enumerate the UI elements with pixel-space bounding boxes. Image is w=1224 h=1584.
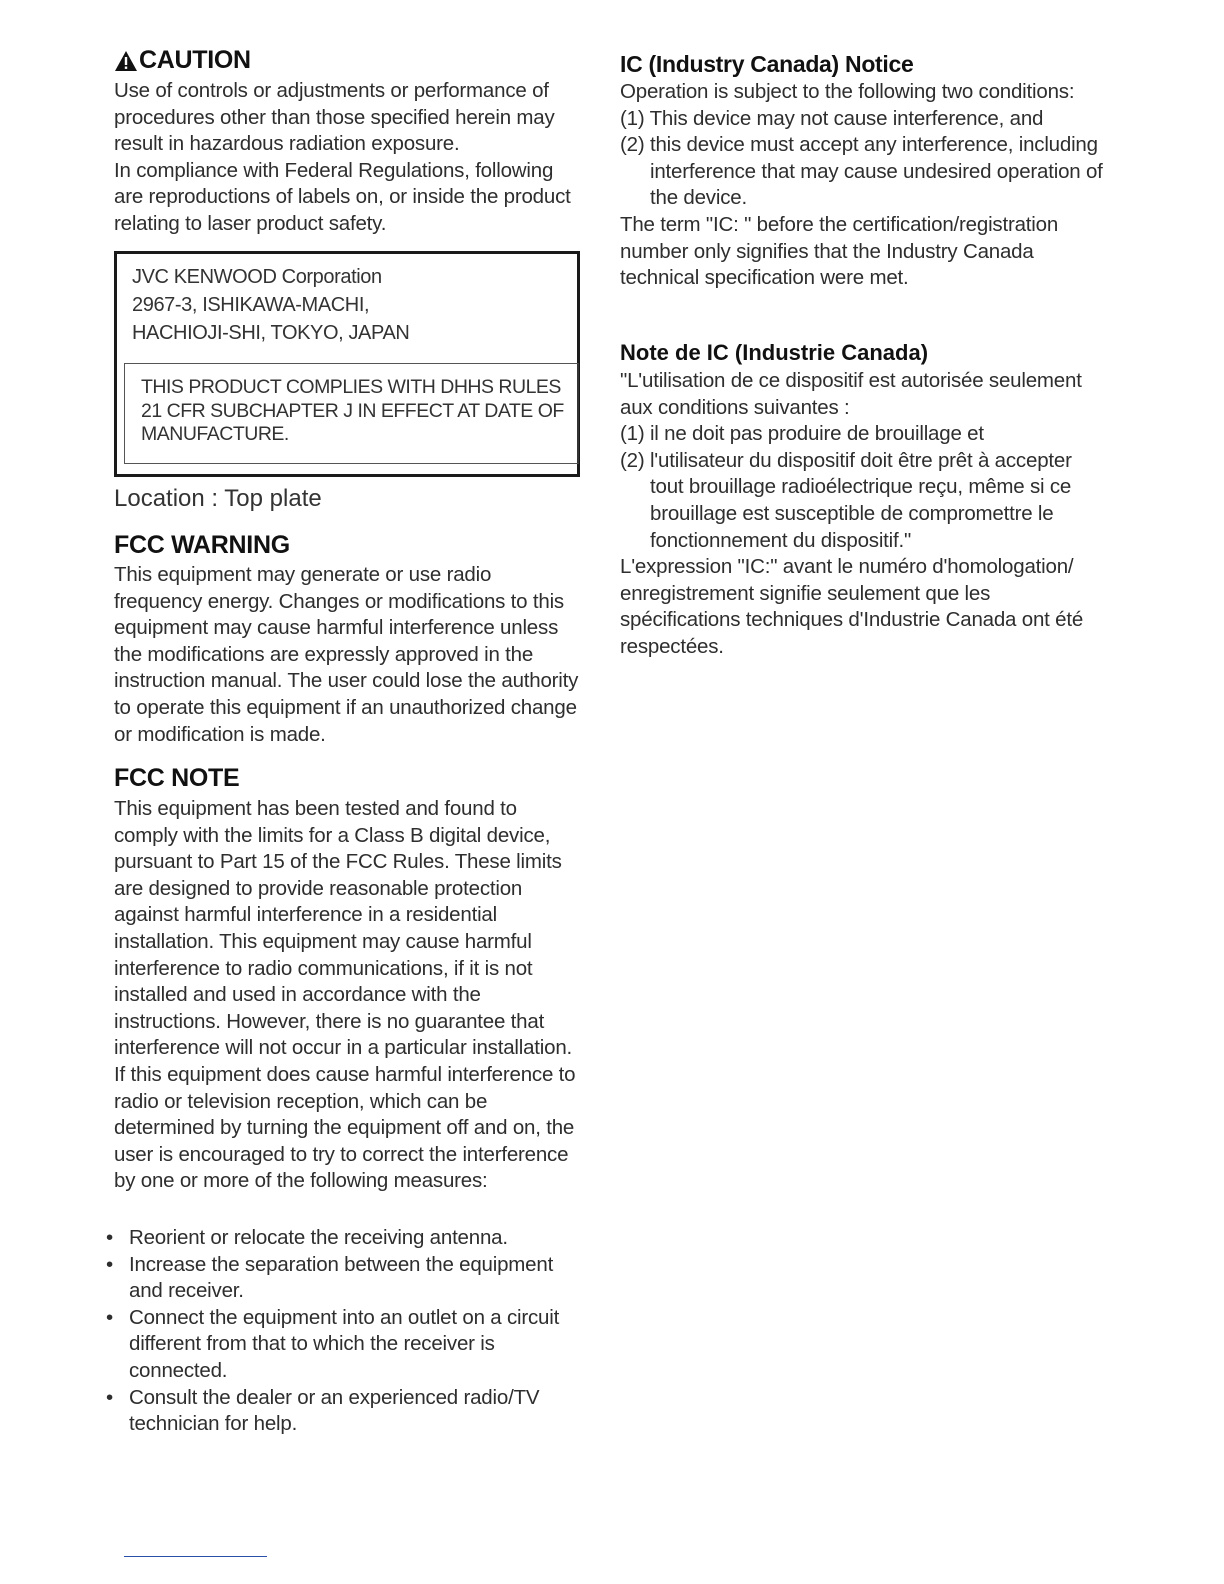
fcc-warning-title: FCC WARNING [114, 531, 290, 559]
list-item [106, 1385, 586, 1438]
fcc-note-body: This equipment has been tested and found to comply with the limits for a Class B digital device, pursuant to Part 15 of the FCC Rules. These limits are designed to provide reasonable protection against harmful interference in a residential installation. This equipment may cause harmful interference to radio communications, if it is not installed and used in accordance with the instructions. However, there is no guarantee that interference will not occur in a particular installation. If this equipment does cause harmful interference to radio or television reception, which can be determined by turning the equipment off and on, the user is encouraged to try to correct the interference by one or more of the following measures: [114, 797, 576, 1193]
compliance-line: THIS PRODUCT COMPLIES WITH DHHS RULES [141, 376, 561, 398]
fcc-measures-list [106, 1225, 586, 1438]
compliance-line: 21 CFR SUBCHAPTER J IN EFFECT AT DATE OF [141, 399, 564, 422]
bullet: • [106, 1252, 113, 1276]
list-item [106, 1305, 586, 1385]
caution-title: CAUTION [139, 46, 251, 74]
list-item [106, 1252, 586, 1305]
laser-label-box [114, 251, 580, 477]
note-ic-intro: "L'utilisation de ce dispositif est autorisée seulement aux conditions suivantes : [620, 369, 1082, 419]
note-ic-body [620, 368, 1110, 661]
measure-text: Reorient or relocate the receiving antenna. [129, 1226, 508, 1249]
ic-closing: The term "IC: " before the certification/registration number only signifies that the Industry Canada technical specification were met. [620, 212, 1059, 290]
fcc-warning-body: This equipment may generate or use radio frequency energy. Changes or modifications to this equipment may cause harmful interference unless the modifications are expressly approved in the instruction manual. The user could lose the authority to operate this equipment if an unauthorized change or modification is made. [114, 563, 579, 746]
ic-notice-title: IC (Industry Canada) Notice [620, 51, 914, 77]
warning-triangle-icon [114, 50, 138, 72]
compliance-line: MANUFACTURE. [141, 423, 289, 445]
caution-heading [114, 45, 251, 75]
label-address [132, 263, 409, 347]
compliance-label [124, 363, 579, 464]
ic-condition: (1) This device may not cause interference, and [620, 106, 1044, 130]
note-ic-condition: (2) l'utilisateur du dispositif doit être prêt à accepter tout brouillage radioélectrique reçu, même si ce brouillage est susceptible de compromettre le fonctionnement du dispositif." [620, 448, 1072, 552]
measure-text: Consult the dealer or an experienced radio/TV technician for help. [129, 1385, 540, 1436]
bullet: • [106, 1385, 113, 1409]
list-item [106, 1225, 586, 1252]
fcc-note-title: FCC NOTE [114, 764, 240, 792]
caution-paragraph: In compliance with Federal Regulations, following are reproductions of labels on, or inside the product relating to laser product safety. [114, 158, 571, 235]
ic-intro: Operation is subject to the following two conditions: [620, 80, 1075, 103]
footer-rule [124, 1556, 267, 1557]
measure-text: Connect the equipment into an outlet on a circuit different from that to which the receiver is connected. [129, 1305, 560, 1382]
measure-text: Increase the separation between the equipment and receiver. [129, 1252, 554, 1303]
caution-paragraph: Use of controls or adjustments or performance of procedures other than those specified herein may result in hazardous radiation exposure. [114, 79, 555, 156]
bullet: • [106, 1226, 113, 1249]
ic-notice-body [620, 79, 1110, 292]
label-address-line: 2967-3, ISHIKAWA-MACHI, [132, 294, 370, 316]
label-address-line: HACHIOJI-SHI, TOKYO, JAPAN [132, 322, 410, 344]
note-ic-title: Note de IC (Industrie Canada) [620, 340, 929, 365]
bullet: • [106, 1305, 113, 1329]
label-address-line: JVC KENWOOD Corporation [132, 266, 382, 288]
caution-body [114, 78, 584, 238]
note-ic-condition: (1) il ne doit pas produire de brouillage et [620, 422, 984, 446]
label-location: Location : Top plate [114, 485, 322, 512]
compliance-text [141, 376, 564, 447]
ic-condition: (2) this device must accept any interference, including interference that may cause undesired operation of the device. [620, 133, 1103, 210]
note-ic-closing: L'expression "IC:" avant le numéro d'homologation/ enregistrement signifie seulement que les spécifications techniques d'Industrie Canada ont été respectées. [620, 555, 1084, 658]
